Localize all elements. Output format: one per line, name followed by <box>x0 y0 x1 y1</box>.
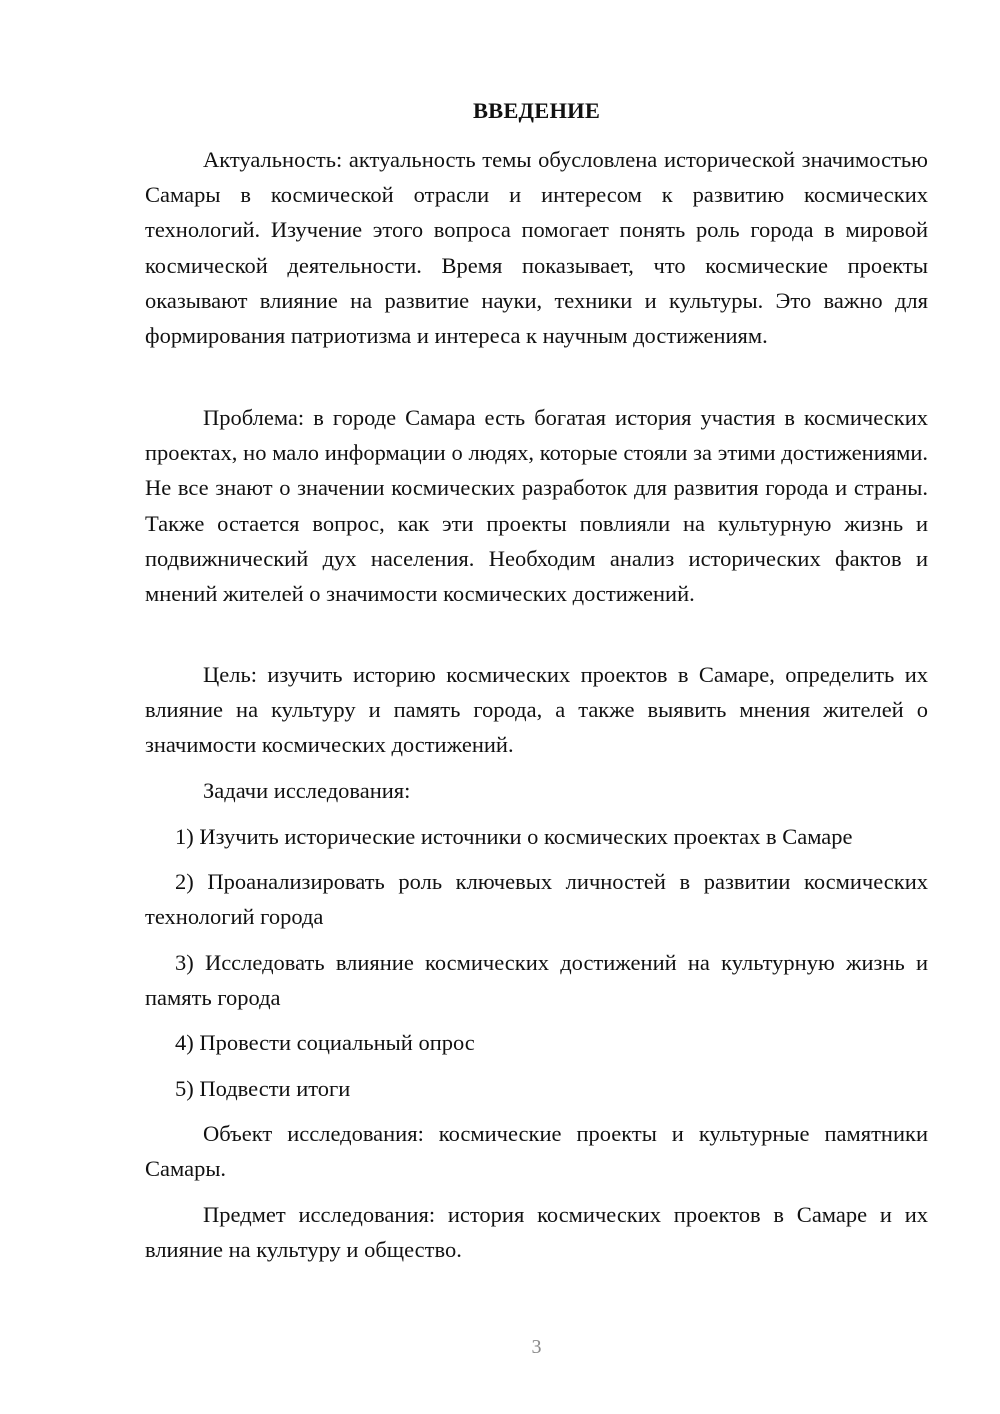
task-item-5: 5) Подвести итоги <box>175 1076 351 1101</box>
relevance-paragraph: Актуальность: актуальность темы обусловлена исторической значимостью Самары в космической отрасли и интересом к развитию космических технологий. Изучение этого вопроса помогает понять роль города в мировой космической деятельности. Время показывает, что космические проекты оказывают влияние на развитие науки, техники и культуры. Это важно для формирования патриотизма и интереса к научным достижениям. <box>145 147 928 349</box>
section-title: ВВЕДЕНИЕ <box>472 98 601 123</box>
tasks-heading: Задачи исследования: <box>203 778 411 803</box>
task-item-1: 1) Изучить исторические источники о космических проектах в Самаре <box>175 824 853 849</box>
subject-paragraph: Предмет исследования: история космических проектов в Самаре и их влияние на культуру и общество. <box>145 1202 928 1263</box>
document-page <box>145 0 928 1414</box>
object-paragraph: Объект исследования: космические проекты и культурные памятники Самары. <box>145 1121 928 1182</box>
page-number: 3 <box>531 1336 542 1358</box>
task-item-3: 3) Исследовать влияние космических достижений на культурную жизнь и память города <box>145 950 928 1011</box>
task-item-2: 2) Проанализировать роль ключевых личностей в развитии космических технологий города <box>145 869 928 930</box>
problem-paragraph: Проблема: в городе Самара есть богатая история участия в космических проектах, но мало информации о людях, которые стояли за этими достижениями. Не все знают о значении космических разработок для развития города и страны. Также остается вопрос, как эти проекты повлияли на культурную жизнь и подвижнический дух населения. Необходим анализ исторических фактов и мнений жителей о значимости космических достижений. <box>145 405 928 607</box>
task-item-4: 4) Провести социальный опрос <box>175 1030 475 1055</box>
goal-paragraph: Цель: изучить историю космических проектов в Самаре, определить их влияние на культуру и память города, а также выявить мнения жителей о значимости космических достижений. <box>145 662 928 758</box>
